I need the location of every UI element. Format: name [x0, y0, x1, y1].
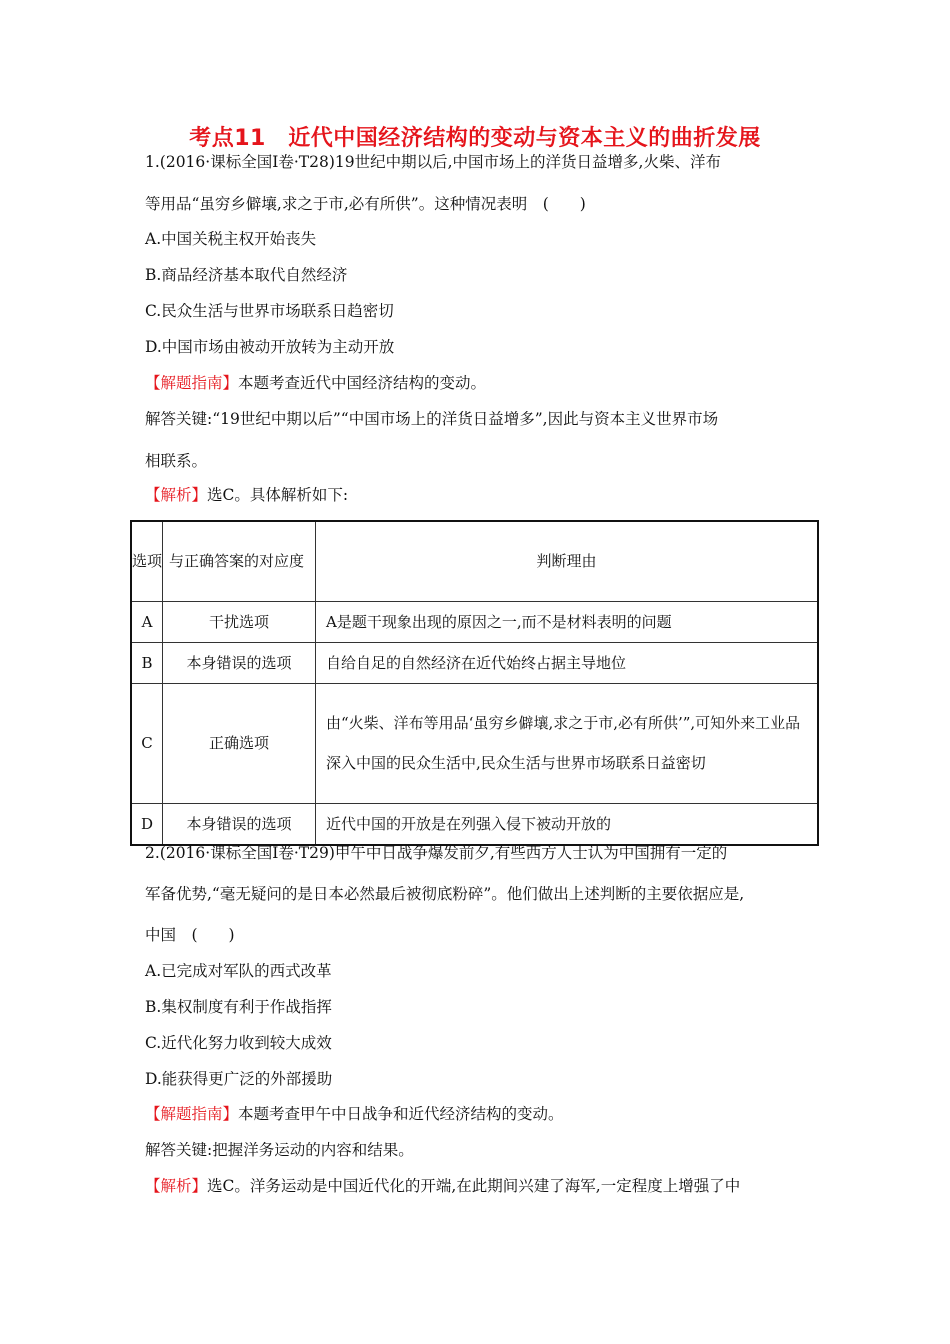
q1-guide [145, 373, 825, 393]
q1-analysis [145, 485, 825, 505]
row-reason: 自给自足的自然经济在近代始终占据主导地位 [316, 642, 819, 683]
q1-option-a: A.中国关税主权开始丧失 [145, 230, 317, 248]
row-reason: A是题干现象出现的原因之一,而不是材料表明的问题 [316, 601, 819, 642]
analysis-table [130, 520, 819, 846]
header-reason: 判断理由 [316, 521, 819, 601]
q1-option-b: B.商品经济基本取代自然经济 [145, 266, 348, 284]
table-row [131, 803, 818, 845]
table-row [131, 683, 818, 803]
row-option: A [131, 601, 163, 642]
q2-stem-line-2: 军备优势,“毫无疑问的是日本必然最后被彻底粉碎”。他们做出上述判断的主要依据应是, [145, 885, 745, 903]
row-degree: 本身错误的选项 [163, 803, 316, 845]
row-reason: 由“火柴、洋布等用品‘虽穷乡僻壤,求之于市,必有所供’”,可知外来工业品深入中国的民众生活中,民众生活与世界市场联系日益密切 [316, 683, 819, 803]
row-option: D [131, 803, 163, 845]
q2-stem-line-1: 2.(2016·课标全国Ⅰ卷·T29)甲午中日战争爆发前夕,有些西方人士认为中国拥有一定的 [145, 844, 728, 862]
page-title: 考点11 近代中国经济结构的变动与资本主义的曲折发展 [189, 126, 761, 151]
q2-option-c: C.近代化努力收到较大成效 [145, 1034, 332, 1052]
q1-option-d: D.中国市场由被动开放转为主动开放 [145, 338, 395, 356]
q2-key-line: 解答关键:把握洋务运动的内容和结果。 [145, 1141, 414, 1159]
q1-stem-line-2: 等用品“虽穷乡僻壤,求之于市,必有所供”。这种情况表明 ( ) [145, 195, 586, 213]
q2-option-b: B.集权制度有利于作战指挥 [145, 998, 332, 1016]
row-degree: 干扰选项 [163, 601, 316, 642]
table-header-row [131, 521, 818, 601]
row-option: B [131, 642, 163, 683]
table-row [131, 601, 818, 642]
q1-guide-text: 本题考查近代中国经济结构的变动。 [238, 374, 487, 392]
q1-analysis-tag: 【解析】 [145, 486, 208, 504]
q2-analysis [145, 1176, 825, 1196]
q1-guide-tag: 【解题指南】 [145, 374, 239, 392]
q2-option-a: A.已完成对军队的西式改革 [145, 962, 332, 980]
q2-analysis-tag: 【解析】 [145, 1177, 208, 1195]
q2-analysis-text: 选C。洋务运动是中国近代化的开端,在此期间兴建了海军,一定程度上增强了中 [207, 1177, 741, 1195]
table-row [131, 642, 818, 683]
q1-option-c: C.民众生活与世界市场联系日趋密切 [145, 302, 394, 320]
q2-guide [145, 1104, 825, 1124]
q1-analysis-text: 选C。具体解析如下: [207, 486, 349, 504]
q2-guide-tag: 【解题指南】 [145, 1105, 239, 1123]
q1-key-line-2: 相联系。 [145, 452, 208, 470]
q1-stem-line-1: 1.(2016·课标全国Ⅰ卷·T28)19世纪中期以后,中国市场上的洋货日益增多,火柴、洋布 [145, 153, 721, 171]
header-degree: 与正确答案的对应度 [163, 521, 316, 601]
row-option: C [131, 683, 163, 803]
q2-option-d: D.能获得更广泛的外部援助 [145, 1070, 333, 1088]
q2-guide-text: 本题考查甲午中日战争和近代经济结构的变动。 [238, 1105, 564, 1123]
row-reason: 近代中国的开放是在列强入侵下被动开放的 [316, 803, 819, 845]
row-degree: 本身错误的选项 [163, 642, 316, 683]
row-degree: 正确选项 [163, 683, 316, 803]
header-option: 选项 [131, 521, 163, 601]
q1-key-line-1: 解答关键:“19世纪中期以后”“中国市场上的洋货日益增多”,因此与资本主义世界市场 [145, 410, 719, 428]
q2-stem-line-3: 中国 ( ) [145, 926, 235, 944]
